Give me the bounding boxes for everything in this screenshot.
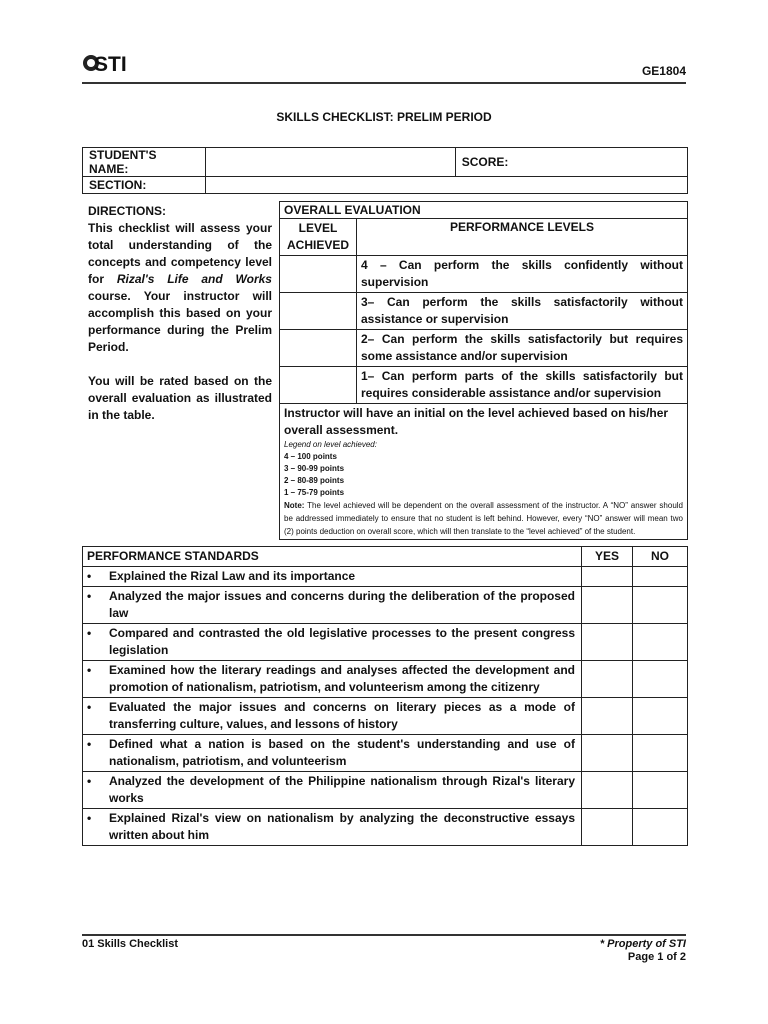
no-header: NO	[633, 547, 688, 567]
sti-logo	[82, 50, 134, 76]
standard-text: Explained the Rizal Law and its importance	[109, 569, 356, 583]
table-row	[83, 567, 688, 587]
table-row	[83, 624, 688, 661]
legend-item: 4 – 100 points	[284, 452, 337, 461]
no-checkbox[interactable]	[633, 587, 688, 624]
standard-text: Defined what a nation is based on the student's understanding and use of nationalism, patriotism, and volunteerism	[109, 737, 575, 768]
legend	[284, 439, 683, 499]
header-rule	[82, 82, 686, 84]
standards-header: PERFORMANCE STANDARDS	[83, 547, 582, 567]
bullet: •	[87, 663, 92, 677]
standard-text: Analyzed the major issues and concerns during the deliberation of the proposed law	[109, 589, 575, 620]
evaluation-title: OVERALL EVALUATION	[280, 202, 688, 219]
evaluation-note: Note: The level achieved will be dependent on the overall assessment of the instructor. A “NO” answer should be addressed immediately to ensure that no student is left behind. However, every “NO” answer will mean two (2) points deduction on overall score, which will then translate to the “level achieved” of the student.	[284, 501, 683, 536]
bullet: •	[87, 774, 92, 788]
student-info-table	[82, 147, 688, 194]
level-3-cell[interactable]	[280, 293, 357, 330]
table-row	[83, 809, 688, 846]
bullet: •	[87, 569, 92, 583]
section-field[interactable]	[205, 177, 687, 194]
yes-header: YES	[582, 547, 633, 567]
level-achieved-header: LEVEL ACHIEVED	[280, 219, 357, 256]
level-2-desc: 2– Can perform the skills satisfactorily but requires some assistance and/or supervision	[357, 330, 688, 367]
yes-checkbox[interactable]	[582, 624, 633, 661]
table-row	[83, 587, 688, 624]
student-name-field[interactable]	[205, 148, 455, 177]
page-title: SKILLS CHECKLIST: PRELIM PERIOD	[276, 110, 492, 124]
no-checkbox[interactable]	[633, 661, 688, 698]
level-1-cell[interactable]	[280, 367, 357, 404]
standard-text: Compared and contrasted the old legislative processes to the present congress legislation	[109, 626, 575, 657]
instructor-note: Instructor will have an initial on the level achieved based on his/her overall assessment.	[284, 406, 669, 437]
yes-checkbox[interactable]	[582, 772, 633, 809]
no-checkbox[interactable]	[633, 567, 688, 587]
table-row	[83, 772, 688, 809]
no-checkbox[interactable]	[633, 735, 688, 772]
directions-heading: DIRECTIONS:	[88, 204, 166, 218]
bullet: •	[87, 589, 92, 603]
legend-item: 3 – 90-99 points	[284, 464, 345, 473]
student-name-label: STUDENT'S NAME:	[83, 148, 206, 177]
performance-standards-table	[82, 546, 688, 846]
no-checkbox[interactable]	[633, 809, 688, 846]
yes-checkbox[interactable]	[582, 661, 633, 698]
yes-checkbox[interactable]	[582, 809, 633, 846]
directions-paragraph-1: This checklist will assess your total understanding of the concepts and competency level for Rizal's Life and Works course. Your instructor will accomplish this based on your performance during the Prelim Period.	[88, 221, 272, 354]
bullet: •	[87, 626, 92, 640]
course-name: Rizal's Life and Works	[116, 272, 272, 286]
table-row	[83, 735, 688, 772]
directions-paragraph-2: You will be rated based on the overall evaluation as illustrated in the table.	[88, 374, 272, 422]
legend-item: 2 – 80-89 points	[284, 476, 345, 485]
instructor-note-cell	[280, 404, 688, 540]
page-number: Page 1 of 2	[627, 951, 686, 963]
legend-title: Legend on level achieved:	[284, 440, 377, 449]
no-checkbox[interactable]	[633, 624, 688, 661]
bullet: •	[87, 811, 92, 825]
yes-checkbox[interactable]	[582, 735, 633, 772]
section-label: SECTION:	[83, 177, 206, 194]
standard-text: Analyzed the development of the Philippine nationalism through Rizal's literary works	[109, 774, 575, 805]
no-checkbox[interactable]	[633, 772, 688, 809]
bullet: •	[87, 737, 92, 751]
no-checkbox[interactable]	[633, 698, 688, 735]
legend-item: 1 – 75-79 points	[284, 488, 345, 497]
yes-checkbox[interactable]	[582, 698, 633, 735]
level-2-cell[interactable]	[280, 330, 357, 367]
table-row	[83, 661, 688, 698]
directions	[88, 203, 272, 424]
bullet: •	[87, 700, 92, 714]
performance-levels-header: PERFORMANCE LEVELS	[357, 219, 688, 256]
standard-text: Evaluated the major issues and concerns on literary pieces as a mode of transferring culture, values, and lessons of history	[109, 700, 575, 731]
level-3-desc: 3– Can perform the skills satisfactorily without assistance or supervision	[357, 293, 688, 330]
yes-checkbox[interactable]	[582, 567, 633, 587]
logo-text: STI	[94, 53, 127, 76]
yes-checkbox[interactable]	[582, 587, 633, 624]
level-4-cell[interactable]	[280, 256, 357, 293]
standard-text: Examined how the literary readings and analyses affected the development and promotion of nationalism, patriotism, and volunteerism among the citizenry	[109, 663, 575, 694]
footer-doc-name: 01 Skills Checklist	[82, 938, 178, 950]
standard-text: Explained Rizal's view on nationalism by analyzing the deconstructive essays written about him	[109, 811, 575, 842]
table-row	[83, 698, 688, 735]
level-1-desc: 1– Can perform parts of the skills satisfactorily but requires considerable assistance and/or supervision	[357, 367, 688, 404]
overall-evaluation-table	[279, 201, 688, 540]
doc-code: GE1804	[641, 64, 686, 78]
score-label: SCORE:	[455, 148, 687, 177]
footer-rule	[82, 934, 686, 936]
property-notice: * Property of STI	[599, 938, 686, 950]
footer-right	[600, 938, 686, 964]
level-4-desc: 4 – Can perform the skills confidently without supervision	[357, 256, 688, 293]
